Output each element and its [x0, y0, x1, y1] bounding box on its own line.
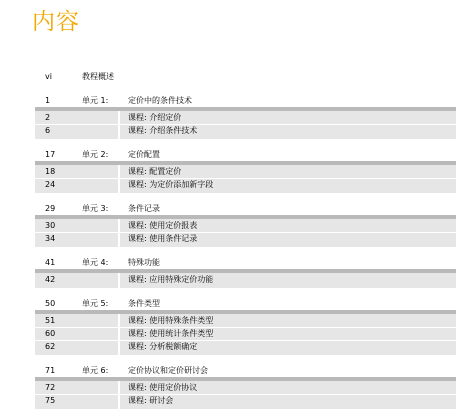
band-row-separator	[35, 327, 456, 328]
lesson-page: 18	[45, 167, 56, 176]
lesson-label: 课程: 为定价添加新字段	[128, 180, 214, 189]
lesson-row	[35, 396, 456, 407]
unit-5-label: 单元 5:	[82, 299, 109, 308]
lesson-row	[35, 342, 456, 353]
lesson-label: 课程: 使用条件记录	[128, 234, 198, 243]
lesson-label: 课程: 研讨会	[128, 396, 174, 405]
unit-2-label: 单元 2:	[82, 150, 109, 159]
band-row-separator	[35, 232, 456, 233]
unit-4-heading: 特殊功能	[128, 258, 160, 267]
lesson-row	[35, 113, 456, 124]
lesson-label: 课程: 使用定价报表	[128, 221, 198, 230]
unit-5-heading: 条件类型	[128, 299, 160, 308]
unit-4-header	[35, 258, 456, 269]
unit-6-page: 71	[45, 366, 56, 375]
band-row-separator	[35, 340, 456, 341]
lesson-row	[35, 316, 456, 327]
lesson-page: 42	[45, 275, 56, 284]
unit-2-page: 17	[45, 150, 56, 159]
lesson-page: 51	[45, 316, 56, 325]
unit-1-heading: 定价中的条件技术	[128, 96, 192, 105]
unit-2-heading: 定价配置	[128, 150, 160, 159]
intro-label: 教程概述	[82, 72, 114, 81]
band-row-separator	[35, 178, 456, 179]
lesson-row	[35, 221, 456, 232]
lesson-page: 62	[45, 342, 56, 351]
lesson-label: 课程: 使用特殊条件类型	[128, 316, 214, 325]
intro-row	[35, 72, 456, 83]
band-row-separator	[35, 394, 456, 395]
page-title: 内容	[32, 9, 80, 35]
lesson-label: 课程: 介绍条件技术	[128, 126, 198, 135]
unit-4-label: 单元 4:	[82, 258, 109, 267]
unit-4-page: 41	[45, 258, 56, 267]
lesson-row	[35, 383, 456, 394]
lesson-page: 60	[45, 329, 56, 338]
unit-5-header	[35, 299, 456, 310]
lesson-page: 72	[45, 383, 56, 392]
unit-1-page: 1	[45, 96, 51, 105]
lesson-row	[35, 126, 456, 137]
unit-3-header	[35, 204, 456, 215]
unit-3-heading: 条件记录	[128, 204, 160, 213]
lesson-page: 30	[45, 221, 56, 230]
lesson-page: 6	[45, 126, 51, 135]
lesson-label: 课程: 配置定价	[128, 167, 182, 176]
intro-page: vi	[45, 72, 52, 81]
band-row-separator	[35, 124, 456, 125]
lesson-page: 2	[45, 113, 51, 122]
lesson-page: 34	[45, 234, 56, 243]
unit-3-page: 29	[45, 204, 56, 213]
lesson-label: 课程: 应用特殊定价功能	[128, 275, 214, 284]
lesson-row	[35, 275, 456, 286]
lesson-label: 课程: 使用统计条件类型	[128, 329, 214, 338]
lesson-row	[35, 329, 456, 340]
lesson-label: 课程: 分析税额确定	[128, 342, 198, 351]
lesson-page: 75	[45, 396, 56, 405]
unit-6-header	[35, 366, 456, 377]
lesson-row	[35, 180, 456, 191]
unit-5-page: 50	[45, 299, 56, 308]
lesson-page: 24	[45, 180, 56, 189]
unit-1-label: 单元 1:	[82, 96, 109, 105]
lesson-label: 课程: 使用定价协议	[128, 383, 198, 392]
unit-1-header	[35, 96, 456, 107]
lesson-row	[35, 167, 456, 178]
unit-3-label: 单元 3:	[82, 204, 109, 213]
lesson-label: 课程: 介绍定价	[128, 113, 182, 122]
lesson-row	[35, 234, 456, 245]
unit-6-heading: 定价协议和定价研讨会	[128, 366, 208, 375]
unit-6-label: 单元 6:	[82, 366, 109, 375]
unit-2-header	[35, 150, 456, 161]
